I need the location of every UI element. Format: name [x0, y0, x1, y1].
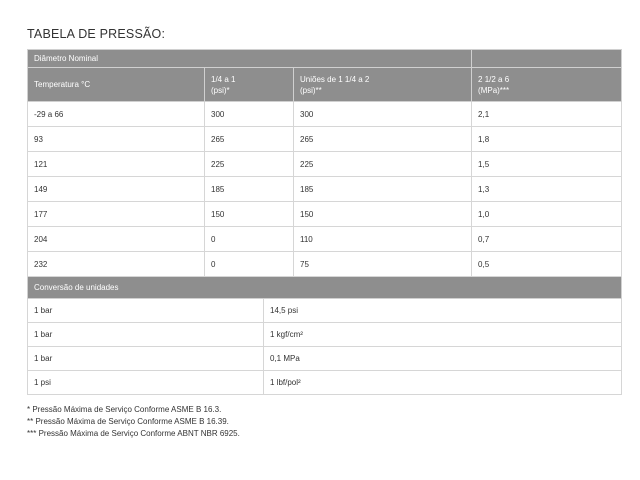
column-header-quarter-to-one-line2: (psi)* [211, 85, 230, 95]
footnote: * Pressão Máxima de Serviço Conforme ASME B 16.3. [27, 405, 222, 414]
column-header-two-half-to-six-line2: (MPa)*** [478, 85, 510, 95]
footnote: ** Pressão Máxima de Serviço Conforme ASME B 16.39. [27, 417, 229, 426]
table-cell-temperature: 177 [28, 202, 205, 227]
nominal-diameter-header: Diâmetro Nominal [28, 50, 472, 68]
pressure-table [27, 49, 622, 395]
conversion-cell-from: 1 bar [28, 323, 264, 347]
table-cell-two-half-to-six: 1,0 [472, 202, 622, 227]
conversion-header: Conversão de unidades [28, 277, 622, 299]
table-row [28, 177, 622, 202]
column-header-two-half-to-six [472, 68, 622, 102]
nominal-diameter-header-row [28, 50, 622, 68]
table-cell-two-half-to-six: 1,5 [472, 152, 622, 177]
table-cell-unions: 150 [294, 202, 472, 227]
table-row [28, 127, 622, 152]
footnote: *** Pressão Máxima de Serviço Conforme ABNT NBR 6925. [27, 429, 240, 438]
table-cell-temperature: 93 [28, 127, 205, 152]
conversion-cell-from: 1 psi [28, 371, 264, 395]
column-header-temperature-text: Temperatura °C [34, 80, 91, 89]
table-cell-unions: 75 [294, 252, 472, 277]
table-cell-unions: 185 [294, 177, 472, 202]
table-row [28, 102, 622, 127]
table-cell-quarter-to-one: 185 [205, 177, 294, 202]
table-cell-quarter-to-one: 225 [205, 152, 294, 177]
table-cell-unions: 110 [294, 227, 472, 252]
column-header-unions [294, 68, 472, 102]
table-cell-two-half-to-six: 0,5 [472, 252, 622, 277]
conversion-cell-to: 1 kgf/cm² [264, 323, 622, 347]
conversion-cell-from: 1 bar [28, 347, 264, 371]
column-header-unions-line1: Uniões de 1 1/4 a 2 [300, 74, 370, 84]
conversion-header-row [28, 277, 622, 299]
table-cell-quarter-to-one: 300 [205, 102, 294, 127]
conversion-row [28, 299, 622, 323]
table-cell-temperature: 121 [28, 152, 205, 177]
table-cell-two-half-to-six: 2,1 [472, 102, 622, 127]
table-cell-two-half-to-six: 1,3 [472, 177, 622, 202]
column-header-temperature [28, 68, 205, 102]
table-row [28, 152, 622, 177]
conversion-cell-from: 1 bar [28, 299, 264, 323]
table-cell-two-half-to-six: 1,8 [472, 127, 622, 152]
conversion-row [28, 323, 622, 347]
column-header-quarter-to-one-line1: 1/4 a 1 [211, 74, 236, 84]
conversion-cell-to: 14,5 psi [264, 299, 622, 323]
conversion-row [28, 371, 622, 395]
column-header-two-half-to-six-line1: 2 1/2 a 6 [478, 74, 510, 84]
nominal-diameter-header-spare [472, 50, 622, 68]
pressure-table-container [27, 49, 621, 395]
column-header-quarter-to-one [205, 68, 294, 102]
table-cell-quarter-to-one: 0 [205, 252, 294, 277]
table-cell-quarter-to-one: 265 [205, 127, 294, 152]
table-cell-temperature: -29 a 66 [28, 102, 205, 127]
table-cell-temperature: 204 [28, 227, 205, 252]
table-cell-unions: 265 [294, 127, 472, 152]
table-cell-two-half-to-six: 0,7 [472, 227, 622, 252]
footnotes [27, 404, 240, 440]
conversion-cell-to: 0,1 MPa [264, 347, 622, 371]
table-cell-quarter-to-one: 0 [205, 227, 294, 252]
column-header-unions-line2: (psi)** [300, 85, 322, 95]
table-cell-temperature: 149 [28, 177, 205, 202]
table-cell-unions: 225 [294, 152, 472, 177]
table-cell-quarter-to-one: 150 [205, 202, 294, 227]
table-row [28, 227, 622, 252]
conversion-cell-to: 1 lbf/pol² [264, 371, 622, 395]
table-row [28, 252, 622, 277]
page-title: TABELA DE PRESSÃO: [27, 27, 166, 41]
table-cell-temperature: 232 [28, 252, 205, 277]
conversion-row [28, 347, 622, 371]
column-header-row [28, 68, 622, 102]
table-row [28, 202, 622, 227]
table-cell-unions: 300 [294, 102, 472, 127]
